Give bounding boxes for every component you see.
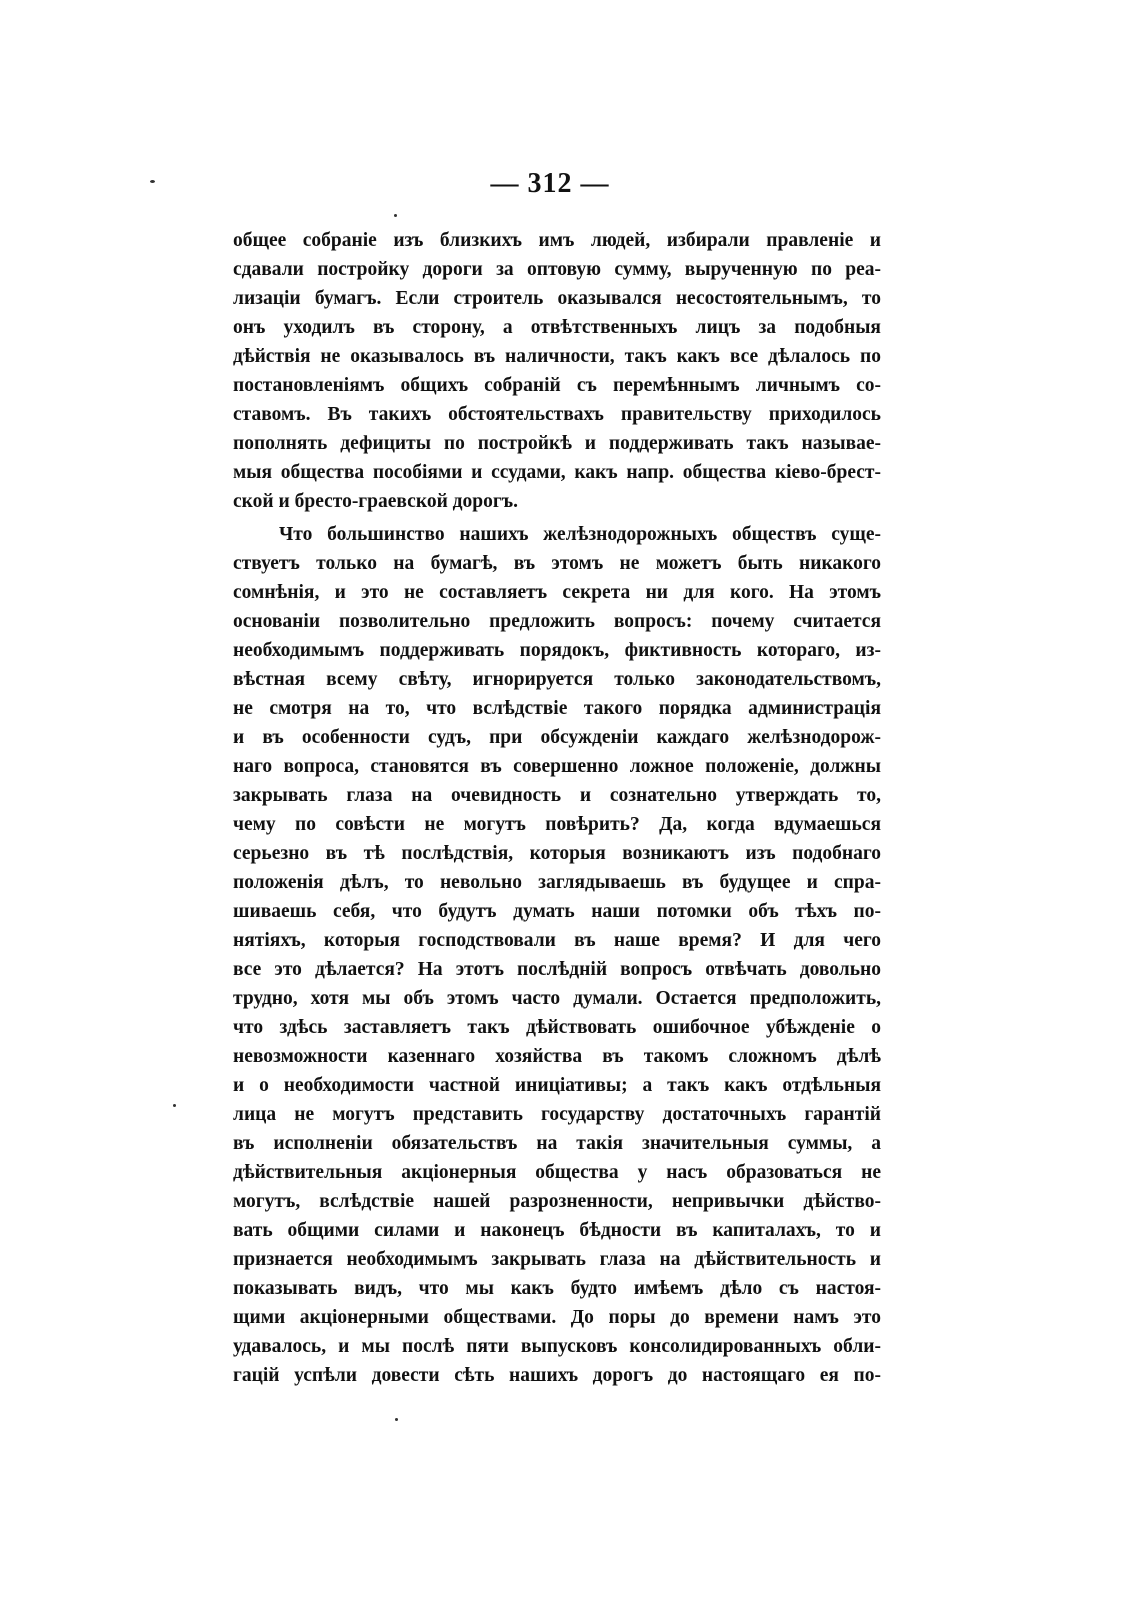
text-line: наго вопроса, становятся въ совершенно ложное положеніе, должны — [233, 756, 881, 777]
text-line: не смотря на то, что вслѣдствіе такого порядка администрація — [233, 698, 881, 719]
text-line: сомнѣнія, и это не составляетъ секрета ни для кого. На этомъ — [233, 582, 881, 603]
text-line: вѣстная всему свѣту, игнорируется только законодательствомъ, — [233, 669, 881, 690]
text-line: ствуетъ только на бумагѣ, въ этомъ не можетъ быть никакого — [233, 553, 881, 574]
text-line: и о необходимости частной иниціативы; а такъ какъ отдѣльныя — [233, 1075, 881, 1096]
text-line: шиваешь себя, что будутъ думать наши потомки объ тѣхъ по- — [233, 901, 881, 922]
text-line: положенія дѣлъ, то невольно заглядываешь въ будущее и спра- — [233, 872, 881, 893]
paragraph — [233, 520, 881, 1390]
text-line: показывать видъ, что мы какъ будто имѣемъ дѣло съ настоя- — [233, 1278, 881, 1299]
text-line: лица не могутъ представить государству достаточныхъ гарантій — [233, 1104, 881, 1125]
paragraph — [233, 226, 881, 516]
text-line: общее собраніе изъ близкихъ имъ людей, избирали правленіе и — [233, 230, 881, 251]
text-line: въ исполненіи обязательствъ на такія значительныя суммы, а — [233, 1133, 881, 1154]
text-line: дѣйствія не оказывалось въ наличности, такъ какъ все дѣлалось по — [233, 346, 881, 367]
text-line: нятіяхъ, которыя господствовали въ наше время? И для чего — [233, 930, 881, 951]
text-line: трудно, хотя мы объ этомъ часто думали. Остается предположить, — [233, 988, 881, 1009]
text-line: невозможности казеннаго хозяйства въ такомъ сложномъ дѣлѣ — [233, 1046, 881, 1067]
text-line: необходимымъ поддерживать порядокъ, фиктивность котораго, из- — [233, 640, 881, 661]
text-line: основаніи позволительно предложить вопросъ: почему считается — [233, 611, 881, 632]
text-line: закрывать глаза на очевидность и сознательно утверждать то, — [233, 785, 881, 806]
text-line: постановленіямъ общихъ собраній съ перемѣннымъ личнымъ со- — [233, 375, 881, 396]
text-line: ставомъ. Въ такихъ обстоятельствахъ правительству приходилось — [233, 404, 881, 425]
text-line: мыя общества пособіями и ссудами, какъ напр. общества кіево-брест- — [233, 462, 881, 483]
text-line: что здѣсь заставляетъ такъ дѣйствовать ошибочное убѣжденіе о — [233, 1017, 881, 1038]
text-line: щими акціонерными обществами. До поры до времени намъ это — [233, 1307, 881, 1328]
text-line: пополнять дефициты по постройкѣ и поддерживать такъ называе- — [233, 433, 881, 454]
text-line: Что большинство нашихъ желѣзнодорожныхъ обществъ суще- — [279, 524, 881, 545]
text-line: лизаціи бумагъ. Если строитель оказывался несостоятельнымъ, то — [233, 288, 881, 309]
text-line: сдавали постройку дороги за оптовую сумму, вырученную по реа- — [233, 259, 881, 280]
page-number: — 312 — — [490, 168, 610, 199]
scan-speck — [394, 214, 397, 217]
text-line: удавалось, и мы послѣ пяти выпусковъ консолидированныхъ обли- — [233, 1336, 881, 1357]
text-line: онъ уходилъ въ сторону, а отвѣтственныхъ лицъ за подобныя — [233, 317, 881, 338]
text-line: вать общими силами и наконецъ бѣдности въ капиталахъ, то и — [233, 1220, 881, 1241]
text-line: дѣйствительныя акціонерныя общества у насъ образоваться не — [233, 1162, 881, 1183]
text-line: и въ особенности судъ, при обсужденіи каждаго желѣзнодорож- — [233, 727, 881, 748]
text-line: гацій успѣли довести сѣть нашихъ дорогъ до настоящаго ея по- — [233, 1365, 881, 1386]
scan-speck — [395, 1418, 398, 1421]
text-line: все это дѣлается? На этотъ послѣдній вопросъ отвѣчать довольно — [233, 959, 881, 980]
body-text — [233, 226, 881, 1390]
scan-speck — [173, 1104, 176, 1107]
text-line: ской и бресто-граевской дорогъ. — [233, 491, 518, 512]
text-line: могутъ, вслѣдствіе нашей разрозненности, непривычки дѣйство- — [233, 1191, 881, 1212]
text-line: серьезно въ тѣ послѣдствія, которыя возникаютъ изъ подобнаго — [233, 843, 881, 864]
text-line: признается необходимымъ закрывать глаза на дѣйствительность и — [233, 1249, 881, 1270]
text-line: чему по совѣсти не могутъ повѣрить? Да, когда вдумаешься — [233, 814, 881, 835]
